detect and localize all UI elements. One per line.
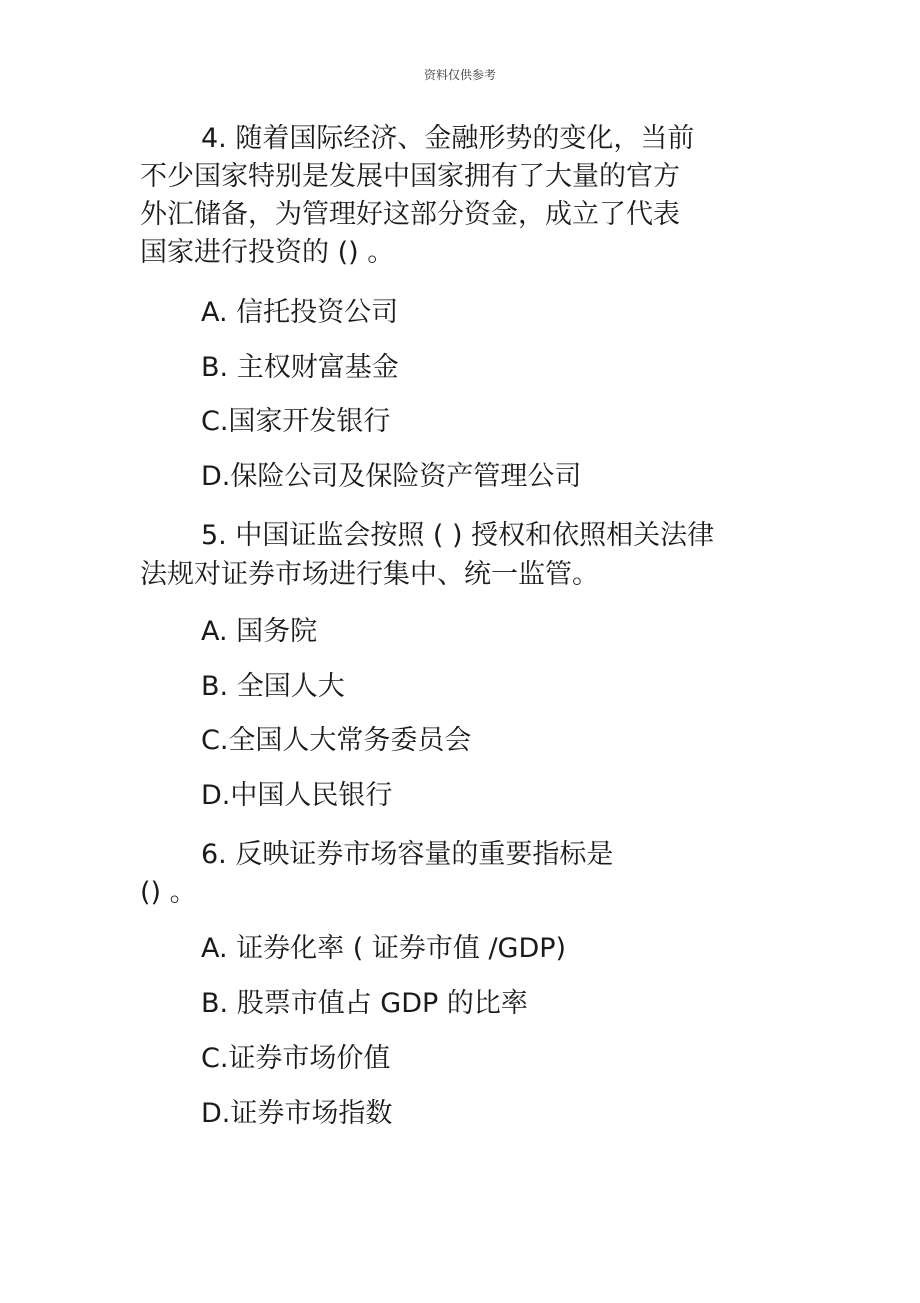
question-4-line-2: 不少国家特别是发展中国家拥有了大量的官方 <box>140 161 680 192</box>
question-4-line-3: 外汇储备，为管理好这部分资金，成立了代表 <box>140 199 680 230</box>
question-6-option-d: D.证券市场指数 <box>201 1098 393 1129</box>
question-4-line-4: 国家进行投资的 () 。 <box>140 237 395 268</box>
question-6-option-c: C.证券市场价值 <box>201 1043 391 1074</box>
question-6-option-a: A. 证券化率 ( 证券市值 /GDP) <box>201 933 567 964</box>
question-5-option-c: C.全国人大常务委员会 <box>201 725 472 756</box>
question-4-option-d: D.保险公司及保险资产管理公司 <box>201 461 582 492</box>
question-4-option-a: A. 信托投资公司 <box>201 297 399 328</box>
question-4-option-c: C.国家开发银行 <box>201 406 391 437</box>
question-5-line-2: 法规对证券市场进行集中、统一监管。 <box>140 559 599 590</box>
question-4-line-1: 4. 随着国际经济、金融形势的变化，当前 <box>201 123 695 154</box>
page-header: 资料仅供参考 <box>423 68 496 82</box>
question-6-line-1: 6. 反映证券市场容量的重要指标是 <box>201 839 614 870</box>
question-5-option-a: A. 国务院 <box>201 616 318 647</box>
question-6-option-b: B. 股票市值占 GDP 的比率 <box>201 988 528 1019</box>
question-5-option-b: B. 全国人大 <box>201 671 345 702</box>
question-5-option-d: D.中国人民银行 <box>201 780 393 811</box>
question-4-option-b: B. 主权财富基金 <box>201 352 399 383</box>
question-5-line-1: 5. 中国证监会按照 ( ) 授权和依照相关法律 <box>201 520 715 551</box>
question-6-line-2: () 。 <box>140 877 197 908</box>
